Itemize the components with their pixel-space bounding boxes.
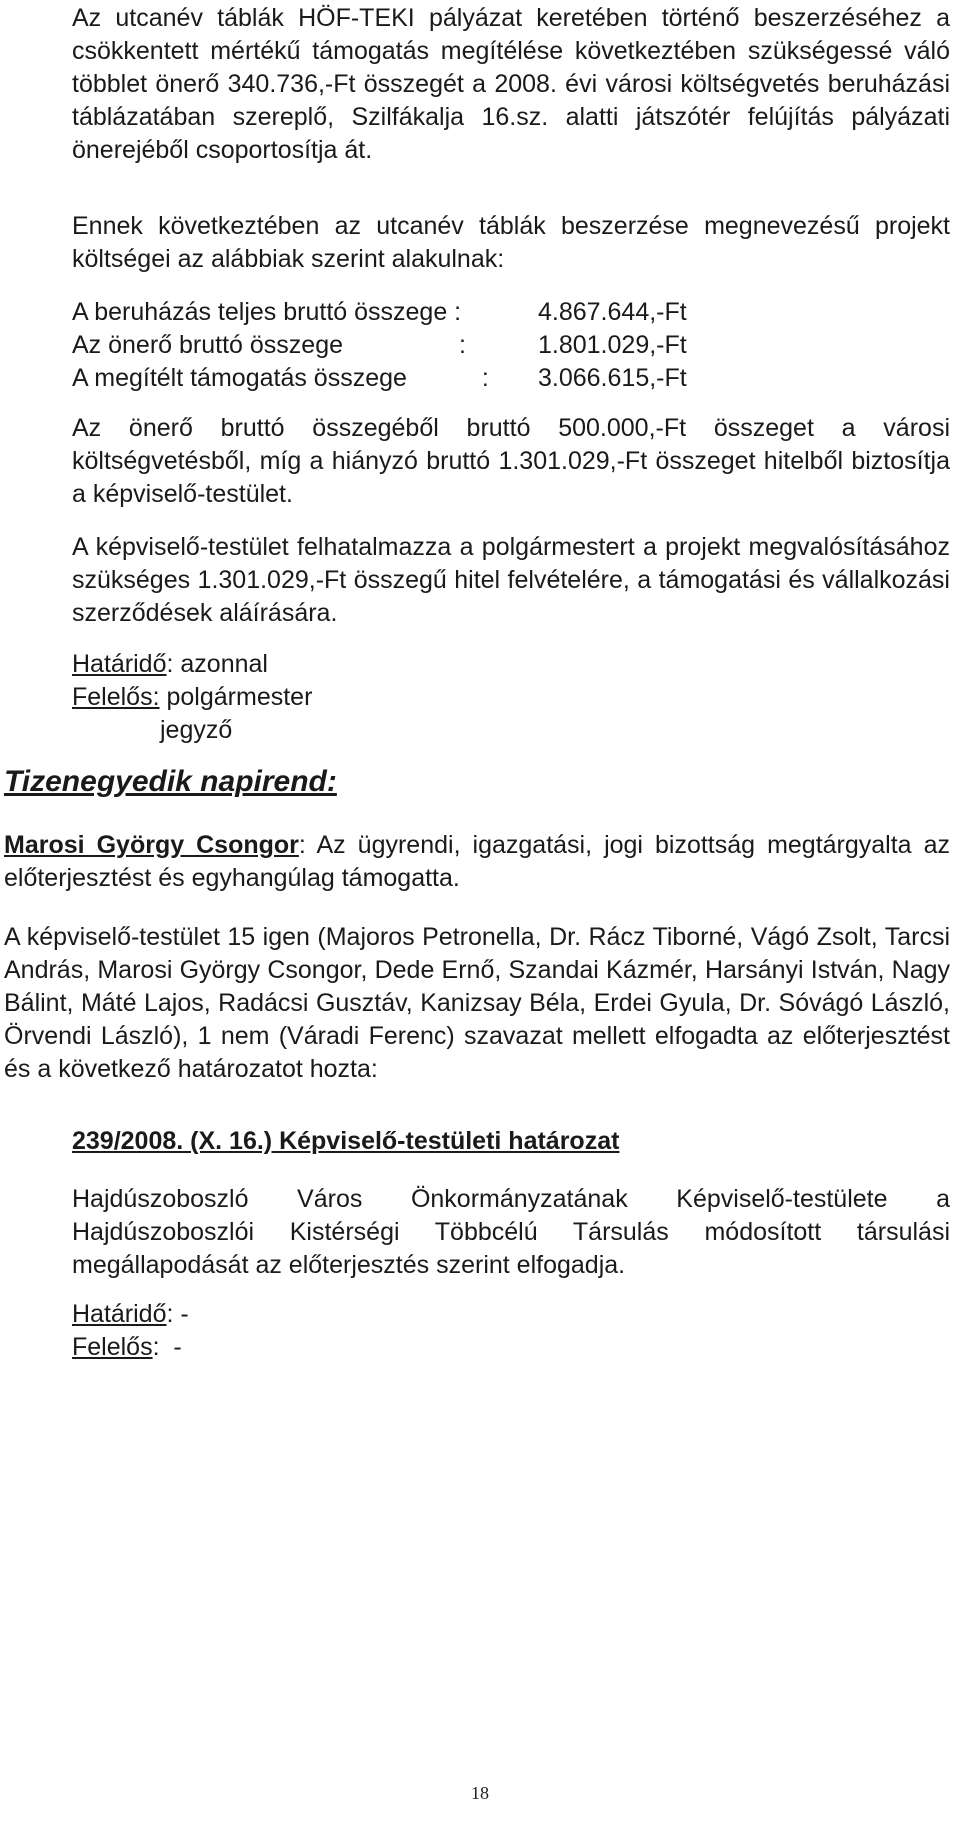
speaker-text: : Az ügyrendi, igazgatási, jogi bizottság megtárgyalta az előterjesztést és egyhangúlag támogatta. [4, 831, 951, 892]
deadline-block-2 [72, 1298, 950, 1364]
deadline-label: Határidő [72, 1300, 167, 1328]
paragraph-committee-opinion [4, 829, 950, 895]
paragraph-project-costs-intro: Ennek következtében az utcanév táblák beszerzése megnevezésű projekt költségei az alábbiak szerint alakulnak: [72, 212, 950, 273]
responsible-label: Felelős [72, 1333, 153, 1361]
cost-row-own-share [72, 329, 950, 362]
responsible-label: Felelős: [72, 683, 160, 711]
paragraph-budget-transfer: Az utcanév táblák HÖF-TEKI pályázat keretében történő beszerzéséhez a csökkentett mértékű támogatás megítélése következtében szükségessé váló többlet önerő 340.736,-Ft összegét a 2008. évi városi költségvetés beruházási táblázatában szereplő, Szilfákalja 16.sz. alatti játszótér felújítás pályázati önerejéből csoportosítja át. [72, 4, 950, 164]
page-number: 18 [471, 1783, 489, 1803]
paragraph-funding: Az önerő bruttó összegéből bruttó 500.000,-Ft összeget a városi költségvetésből, míg a hiányzó bruttó 1.301.029,-Ft összeget hitelből biztosítja a képviselő-testület. [72, 414, 950, 508]
cost-separator: : [459, 331, 480, 359]
responsible-value: : - [152, 1333, 182, 1361]
cost-row-grant [72, 362, 950, 395]
cost-label: A beruházás teljes bruttó összege [72, 298, 448, 326]
deadline-block [72, 648, 950, 747]
deadline-label: Határidő [72, 650, 167, 678]
cost-label: A megítélt támogatás összege [72, 364, 407, 392]
cost-label: Az önerő bruttó összege [72, 331, 343, 359]
cost-value: 4.867.644,-Ft [538, 298, 687, 326]
cost-value: 3.066.615,-Ft [538, 364, 687, 392]
paragraph-resolution-text: Hajdúszoboszló Város Önkormányzatának Képviselő-testülete a Hajdúszoboszlói Kistérségi Többcélú Társulás módosított társulási megállapodását az előterjesztés szerint elfogadja. [72, 1185, 950, 1279]
agenda-heading: Tizenegyedik napirend: [4, 765, 337, 798]
cost-row-total [72, 296, 950, 329]
deadline-value: : azonnal [166, 650, 268, 678]
cost-table [72, 296, 950, 395]
speaker-name: Marosi György Csongor [4, 831, 299, 859]
cost-value: 1.801.029,-Ft [538, 331, 687, 359]
paragraph-authorization: A képviselő-testület felhatalmazza a polgármestert a projekt megvalósításához szükséges 1.301.029,-Ft összegű hitel felvételére, a támogatási és vállalkozási szerződések aláírására. [72, 533, 950, 627]
responsible-value-secondary: jegyző [160, 716, 233, 744]
cost-separator: : [474, 364, 503, 392]
paragraph-vote: A képviselő-testület 15 igen (Majoros Petronella, Dr. Rácz Tiborné, Vágó Zsolt, Tarcsi András, Marosi György Csongor, Dede Ernő, Szandai Kázmér, Harsányi István, Nagy Bálint, Máté Lajos, Radácsi Gusztáv, Kanizsay Béla, Erdei Gyula, Dr. Sóvágó László, Örvendi László), 1 nem (Váradi Ferenc) szavazat mellett elfogadta az előterjesztést és a következő határozatot hozta: [4, 923, 950, 1083]
responsible-value: polgármester [159, 683, 313, 711]
resolution-title: 239/2008. (X. 16.) Képviselő-testületi határozat [72, 1127, 620, 1155]
cost-separator: : [447, 298, 476, 326]
deadline-value: : - [166, 1300, 189, 1328]
